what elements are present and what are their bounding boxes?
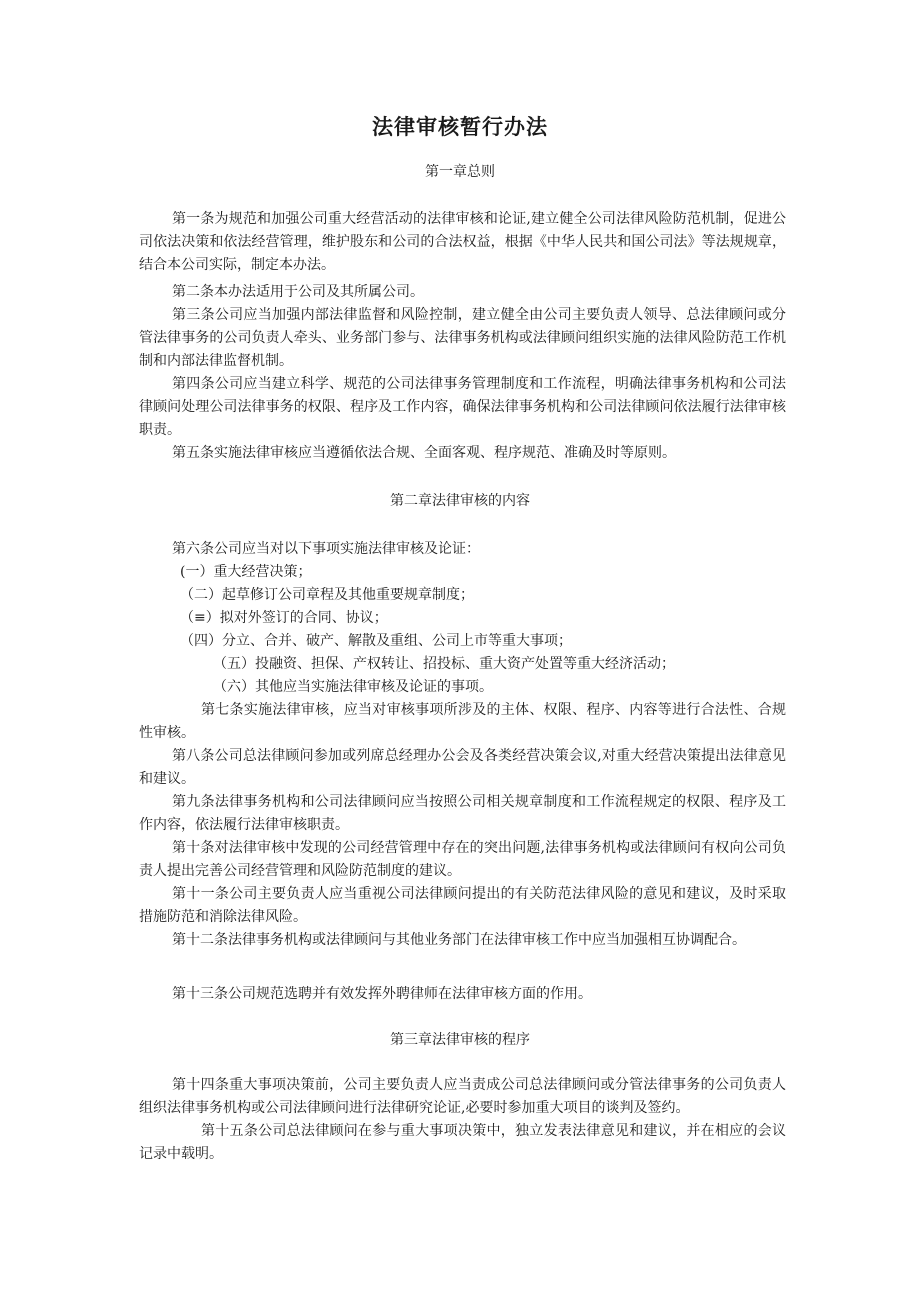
article-6-item-3: （≡）拟对外签订的合同、协议；: [180, 610, 388, 626]
article-3: 第三条公司应当加强内部法律监督和风险控制，建立健全由公司主要负责人领导、总法律顾问或分管法律事务的公司负责人牵头、业务部门参与、法律事务机构或法律顾问组织实施的法律风险防范工作机制和内部法律监督机制。: [139, 307, 786, 369]
chapter-heading-3: 第三章法律审核的程序: [390, 1032, 530, 1048]
article-2: 第二条本办法适用于公司及其所属公司。: [172, 284, 424, 300]
article-1: 第一条为规范和加强公司重大经营活动的法律审核和论证,建立健全公司法律风险防范机制，促进公司依法决策和依法经营管理，维护股东和公司的合法权益，根据《中华人民共和国公司法》等法规规章，结合本公司实际，制定本办法。: [139, 211, 786, 273]
article-11: 第十一条公司主要负责人应当重视公司法律顾问提出的有关防范法律风险的意见和建议，及时采取措施防范和消除法律风险。: [139, 886, 786, 925]
article-5: 第五条实施法律审核应当遵循依法合规、全面客观、程序规范、准确及时等原则。: [172, 445, 676, 461]
chapter-heading-1: 第一章总则: [425, 164, 495, 180]
article-13: 第十三条公司规范选聘并有效发挥外聘律师在法律审核方面的作用。: [172, 986, 592, 1002]
article-4: 第四条公司应当建立科学、规范的公司法律事务管理制度和工作流程，明确法律事务机构和公司法律顾问处理公司法律事务的权限、程序及工作内容，确保法律事务机构和公司法律顾问依法履行法律审核职责。: [139, 376, 786, 438]
chapter-heading-2: 第二章法律审核的内容: [390, 493, 530, 509]
document-title: 法律审核暂行办法: [372, 115, 548, 139]
article-6-item-4: （四）分立、合并、破产、解散及重组、公司上市等重大事项；: [180, 633, 572, 649]
article-6-item-5: （五）投融资、担保、产权转让、招投标、重大资产处置等重大经济活动；: [213, 656, 675, 672]
article-6-item-2: （二）起草修订公司章程及其他重要规章制度；: [180, 587, 474, 603]
article-10: 第十条对法律审核中发现的公司经营管理中存在的突出问题,法律事务机构或法律顾问有权向公司负责人提出完善公司经营管理和风险防范制度的建议。: [139, 840, 786, 879]
article-12: 第十二条法律事务机构或法律顾问与其他业务部门在法律审核工作中应当加强相互协调配合。: [172, 932, 746, 948]
article-9: 第九条法律事务机构和公司法律顾问应当按照公司相关规章制度和工作流程规定的权限、程序及工作内容，依法履行法律审核职责。: [139, 794, 786, 833]
article-6-item-1: (一）重大经营决策；: [180, 564, 312, 580]
article-7: 第七条实施法律审核，应当对审核事项所涉及的主体、权限、程序、内容等进行合法性、合规性审核。: [139, 702, 786, 741]
article-6-item-6: （六）其他应当实施法律审核及论证的事项。: [213, 679, 493, 695]
article-14: 第十四条重大事项决策前，公司主要负责人应当责成公司总法律顾问或分管法律事务的公司负责人组织法律事务机构或公司法律顾问进行法律研究论证,必要时参加重大项目的谈判及签约。: [139, 1077, 786, 1116]
article-8: 第八条公司总法律顾问参加或列席总经理办公会及各类经营决策会议,对重大经营决策提出法律意见和建议。: [139, 748, 786, 787]
article-6: 第六条公司应当对以下事项实施法律审核及论证：: [172, 541, 480, 557]
article-15: 第十五条公司总法律顾问在参与重大事项决策中，独立发表法律意见和建议，并在相应的会议记录中载明。: [139, 1123, 786, 1162]
